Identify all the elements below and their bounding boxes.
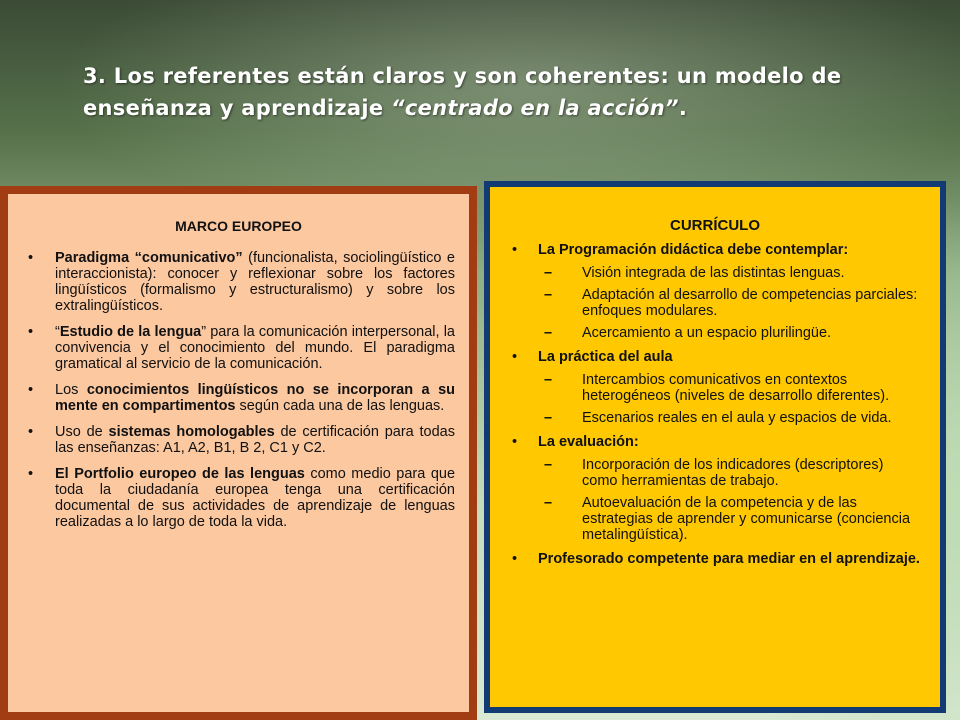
title-emphasis: “centrado en la acción” [391, 96, 679, 120]
list-item [22, 424, 455, 456]
list-item [510, 434, 920, 543]
list-item [510, 349, 920, 426]
curriculo-panel [484, 181, 946, 713]
list-item [510, 242, 920, 341]
item-bold: conocimientos lingüísticos no se incorporan a su mente en compartimentos [55, 382, 455, 414]
title-line-2 [83, 92, 903, 124]
marco-europeo-panel [0, 186, 477, 720]
list-item [22, 382, 455, 414]
item-label: Profesorado competente para mediar en el aprendizaje. [538, 551, 920, 567]
sub-item: – Incorporación de los indicadores (descriptores) como herramientas de trabajo. [538, 457, 920, 489]
item-label: La evaluación: [538, 434, 639, 450]
item-bold: Estudio de la lengua [59, 324, 202, 340]
sub-item: – Autoevaluación de la competencia y de las estrategias de aprender y comunicarse (conciencia metalingüística). [538, 495, 920, 543]
item-text-prefix: “ [55, 324, 60, 340]
marco-europeo-content [8, 194, 469, 712]
curriculo-list [510, 242, 920, 568]
marco-europeo-list [22, 250, 455, 530]
curriculo-heading: CURRÍCULO [670, 217, 760, 234]
list-item [22, 250, 455, 314]
sub-item: – Intercambios comunicativos en contextos heterogéneos (niveles de desarrollo diferentes). [538, 372, 920, 404]
item-text: de certificación para todas las enseñanzas: A1, A2, B1, B 2, C1 y C2. [55, 424, 455, 456]
sub-item: – Acercamiento a un espacio plurilingüe. [538, 325, 920, 341]
item-bold: sistemas homologables [108, 424, 275, 440]
title-period: . [678, 96, 688, 120]
item-bold: El Portfolio europeo de las lenguas [55, 466, 305, 482]
title-line-1: 3. Los referentes están claros y son coherentes: un modelo de [83, 64, 842, 88]
list-item [510, 551, 920, 568]
item-text: (funcionalista, sociolingüístico e interaccionista): conocer y reflexionar sobre los factores lingüísticos (formalismo y estructuralismo) y sobre los extralingüísticos. [55, 250, 455, 314]
sub-list [538, 457, 920, 543]
sub-item: – Adaptación al desarrollo de competencias parciales: enfoques modulares. [538, 287, 920, 319]
item-text-prefix: Uso de [55, 424, 109, 440]
list-item [22, 324, 455, 372]
item-text: como medio para que toda la ciudadanía europea tenga una certificación documental de sus actividades de aprendizaje de lenguas realizadas a lo largo de toda la vida. [55, 466, 456, 530]
slide-title [83, 60, 903, 124]
title-line-2-start: enseñanza y aprendizaje [83, 96, 392, 120]
item-label: La Programación didáctica debe contemplar: [538, 242, 849, 258]
item-label: La práctica del aula [538, 349, 673, 365]
marco-europeo-heading: MARCO EUROPEO [175, 218, 302, 234]
list-item [22, 466, 455, 530]
item-text-prefix: Los [55, 382, 87, 398]
item-text: según cada una de las lenguas. [235, 398, 445, 414]
sub-item: – Visión integrada de las distintas lenguas. [538, 265, 920, 281]
sub-item: – Escenarios reales en el aula y espacios de vida. [538, 410, 920, 426]
curriculo-content [490, 187, 940, 707]
item-text: ” para la comunicación interpersonal, la convivencia y el conocimiento del mundo. El paradigma gramatical al servicio de la comunicación. [55, 324, 456, 372]
sub-list [538, 265, 920, 341]
sub-list [538, 372, 920, 426]
item-bold: Paradigma “comunicativo” [55, 250, 243, 266]
